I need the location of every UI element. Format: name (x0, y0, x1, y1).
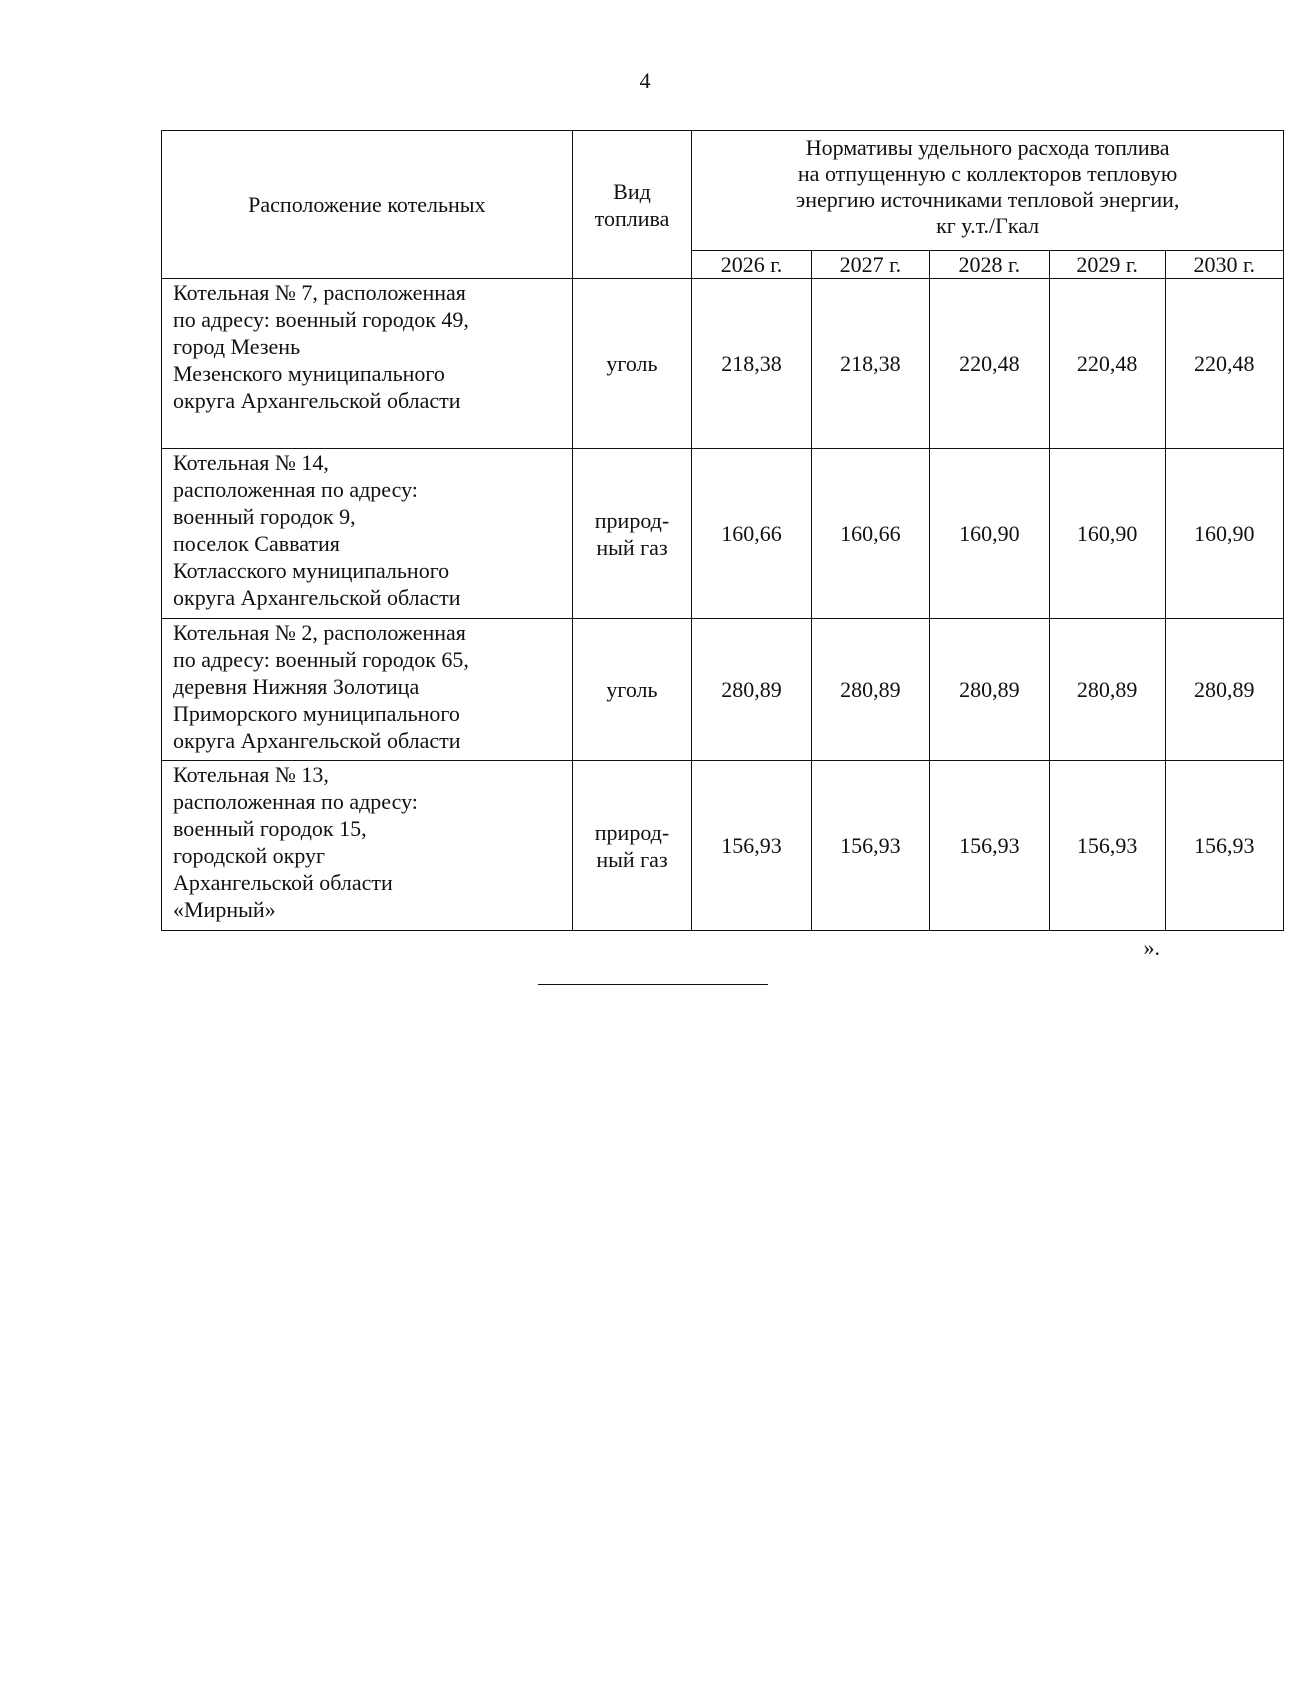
row-location: Котельная № 14, расположенная по адресу: военный городок 9, поселок Савватия Котласского муниципального округа Архангельской области (162, 449, 573, 619)
header-year-2028: 2028 г. (930, 251, 1050, 279)
header-location: Расположение котельных (162, 131, 573, 279)
row-value-2026: 160,66 (692, 449, 812, 619)
row-value-2027: 218,38 (811, 279, 929, 449)
row-value-2026: 218,38 (692, 279, 812, 449)
row-value-2027: 156,93 (811, 761, 929, 931)
row-value-2027: 160,66 (811, 449, 929, 619)
row-location: Котельная № 13, расположенная по адресу: военный городок 15, городской округ Архангельской области «Мирный» (162, 761, 573, 931)
header-year-2030: 2030 г. (1165, 251, 1283, 279)
row-value-2028: 160,90 (930, 449, 1050, 619)
row-value-2027: 280,89 (811, 619, 929, 761)
row-value-2030: 220,48 (1165, 279, 1283, 449)
separator-line (538, 984, 768, 985)
row-value-2028: 156,93 (930, 761, 1050, 931)
row-fuel-type: уголь (572, 279, 692, 449)
row-value-2030: 160,90 (1165, 449, 1283, 619)
table-row (162, 761, 1284, 931)
table-row (162, 619, 1284, 761)
table-row (162, 449, 1284, 619)
row-value-2028: 280,89 (930, 619, 1050, 761)
row-value-2028: 220,48 (930, 279, 1050, 449)
row-fuel-type: природ- ный газ (572, 449, 692, 619)
closing-quote: ». (1143, 935, 1160, 960)
row-value-2030: 156,93 (1165, 761, 1283, 931)
fuel-norms-table (161, 130, 1284, 931)
row-value-2026: 280,89 (692, 619, 812, 761)
row-location: Котельная № 2, расположенная по адресу: военный городок 65, деревня Нижняя Золотица Приморского муниципального округа Архангельской области (162, 619, 573, 761)
header-year-2029: 2029 г. (1049, 251, 1165, 279)
row-location: Котельная № 7, расположенная по адресу: военный городок 49, город Мезень Мезенского муниципального округа Архангельской области (162, 279, 573, 449)
row-value-2030: 280,89 (1165, 619, 1283, 761)
row-value-2029: 220,48 (1049, 279, 1165, 449)
header-row (162, 131, 1284, 251)
row-value-2029: 156,93 (1049, 761, 1165, 931)
header-year-2027: 2027 г. (811, 251, 929, 279)
header-year-2026: 2026 г. (692, 251, 812, 279)
page-number: 4 (639, 68, 651, 93)
row-value-2029: 160,90 (1049, 449, 1165, 619)
row-value-2029: 280,89 (1049, 619, 1165, 761)
table-row (162, 279, 1284, 449)
header-norms: Нормативы удельного расхода топлива на отпущенную с коллекторов тепловую энергию источниками тепловой энергии, кг у.т./Гкал (692, 131, 1284, 251)
row-fuel-type: уголь (572, 619, 692, 761)
row-fuel-type: природ- ный газ (572, 761, 692, 931)
header-fuel-type: Вид топлива (572, 131, 692, 279)
row-value-2026: 156,93 (692, 761, 812, 931)
